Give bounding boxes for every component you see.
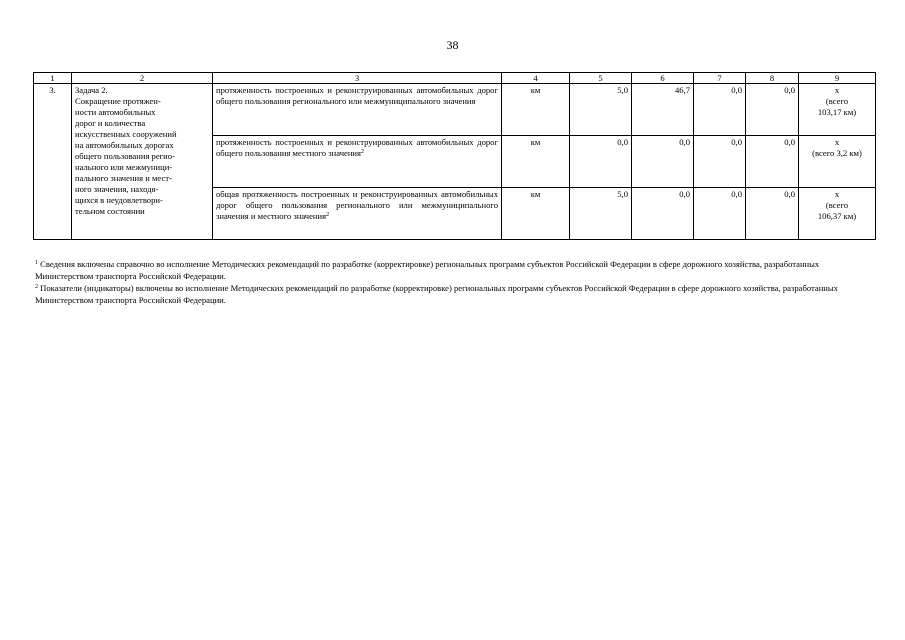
total-cell (799, 136, 876, 188)
indicators-table (33, 72, 876, 240)
total-cell (799, 84, 876, 136)
task-line: Задача 2. (75, 85, 108, 95)
header-cell: 1 (34, 73, 72, 84)
header-cell: 8 (746, 73, 799, 84)
value-cell-8: 0,0 (746, 84, 799, 136)
task-line: пального значения и мест- (75, 173, 172, 183)
footnote-mark: 2 (326, 212, 330, 218)
indicator-text: протяженность построенных и реконструированных автомобильных дорог общего пользования местного значения (216, 137, 498, 158)
task-line: тельном состоянии (75, 206, 145, 216)
header-cell: 5 (570, 73, 632, 84)
indicator-cell (213, 136, 502, 188)
value-cell-7: 0,0 (694, 136, 746, 188)
total-cell (799, 188, 876, 240)
total-line: 106,37 км) (817, 211, 857, 221)
table-row (34, 84, 876, 136)
footnote (35, 282, 865, 306)
value-cell-8: 0,0 (746, 136, 799, 188)
value-cell-8: 0,0 (746, 188, 799, 240)
task-line: дорог и количества (75, 118, 146, 128)
task-line: на автомобильных дорогах (75, 140, 174, 150)
value-cell-5: 5,0 (570, 188, 632, 240)
footnote (35, 258, 865, 282)
header-cell: 6 (632, 73, 694, 84)
header-cell: 9 (799, 73, 876, 84)
value-cell-7: 0,0 (694, 188, 746, 240)
value-cell-6: 0,0 (632, 188, 694, 240)
unit-cell: км (502, 136, 570, 188)
total-line: х (834, 189, 840, 199)
task-line: ности автомобильных (75, 107, 156, 117)
value-cell-5: 5,0 (570, 84, 632, 136)
page-number: 38 (446, 38, 459, 52)
total-line: х (834, 85, 840, 95)
header-cell: 7 (694, 73, 746, 84)
task-line: Сокращение протяжен- (75, 96, 161, 106)
value-cell-6: 46,7 (632, 84, 694, 136)
total-line: (всего (825, 200, 849, 210)
header-cell: 2 (72, 73, 213, 84)
indicator-text: протяженность построенных и реконструированных автомобильных дорог общего пользования регионального или межмуниципального значения (216, 85, 498, 106)
header-row (34, 73, 876, 84)
header-cell: 4 (502, 73, 570, 84)
unit-cell: км (502, 188, 570, 240)
total-line: (всего (825, 96, 849, 106)
footnote-mark: 1 (35, 260, 38, 266)
indicator-cell (213, 84, 502, 136)
header-cell: 3 (213, 73, 502, 84)
value-cell-7: 0,0 (694, 84, 746, 136)
footnote-mark: 2 (361, 149, 364, 155)
task-cell (72, 84, 213, 240)
task-line: искусственных сооружений (75, 129, 177, 139)
task-line: ного значения, находя- (75, 184, 159, 194)
footnote-text: Показатели (индикаторы) включены во исполнение Методических рекомендаций по разработке (корректировке) региональных программ субъектов Российской Федерации в сфере дорожного хозяйства, разработанных Министерством транспорта Российской Федерации. (35, 283, 838, 305)
footnote-text: Сведения включены справочно во исполнение Методических рекомендаций по разработке (корректировке) региональных программ субъектов Российской Федерации в сфере дорожного хозяйства, разработанных Министерством транспорта Российской Федерации. (35, 259, 820, 281)
total-line: 103,17 км) (817, 107, 857, 117)
value-cell-6: 0,0 (632, 136, 694, 188)
row-number-cell: 3. (34, 84, 72, 240)
task-line: нального или межмуници- (75, 162, 173, 172)
task-line: щихся в неудовлетвори- (75, 195, 163, 205)
indicator-text: общая протяженность построенных и реконструированных автомобильных дорог общего пользования регионального или межмуниципального значения и местного значения (216, 189, 498, 221)
footnotes (35, 258, 865, 306)
total-line: х (834, 137, 840, 147)
unit-cell: км (502, 84, 570, 136)
indicator-cell (213, 188, 502, 240)
total-line: (всего 3,2 км) (812, 148, 862, 158)
task-line: общего пользования регио- (75, 151, 175, 161)
value-cell-5: 0,0 (570, 136, 632, 188)
footnote-mark: 2 (35, 284, 38, 290)
